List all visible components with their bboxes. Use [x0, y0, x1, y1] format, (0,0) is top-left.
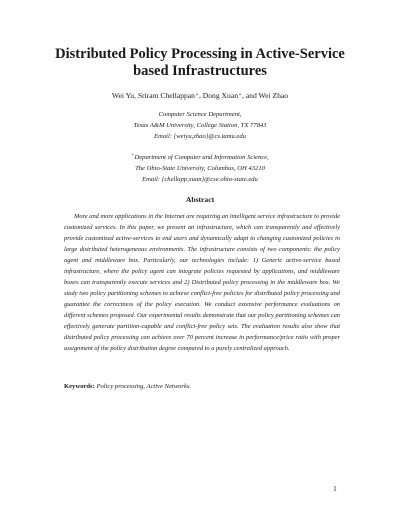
page-number: 1 [333, 484, 337, 493]
affiliation-1-department: Computer Science Department, [158, 111, 242, 118]
affiliation-1-university: Texas A&M University, College Station, TX 77843 [133, 121, 267, 129]
title-line-1: Distributed Policy Processing in Active-Service [55, 46, 345, 62]
title-line-2: based Infrastructures [133, 63, 267, 79]
affiliation-2-email: Email: {chellapp,xuan}@cse.ohio-state.edu [142, 175, 258, 183]
keywords-line [64, 382, 340, 392]
affiliation-2-university: The Ohio-State University, Columbus, OH 43210 [135, 164, 265, 172]
abstract-body [64, 211, 340, 354]
affiliation-2-department: Department of Computer and Information Science, [134, 154, 269, 161]
affiliation-1-email: Email: {weiyu,zhao}@cs.tamu.edu [154, 132, 246, 140]
affiliation-2-department-line [40, 153, 360, 164]
keywords-label: Keywords: [64, 383, 95, 390]
affiliation-texas-am [40, 110, 360, 142]
affiliation-ohio-state [40, 153, 360, 185]
author-list: Wei Yu, Sriram Chellappan⁺, Dong Xuan⁺, and Wei Zhao [111, 91, 289, 100]
abstract-paragraph: More and more applications in the Internet are requiring an intelligent service infrastructure to provide customized services. In this paper, we present an infrastructure, which can transparently and effectively provide customized active-services to end users and dynamically adapt to changing customized policies in large distributed heterogeneous environments. The infrastructure consists of two components: the policy agent and middleware box. Particularly, our technologies include: 1) Generic active-service based infrastructure, where the policy agent can integrate policies requested by applications, and middleware boxes can transparently execute services and 2) Distributed policy processing in the middleware box. We study two policy partitioning schemes to achieve conflict-free policies for distributed policy processing and guarantee the correctness of the policy execution. We conduct extensive performance evaluations on different schemes proposed. Our experimental results demonstrate that our policy partitioning schemes can effectively generate partition-capable and conflict-free policy sets. The evaluation results also show that distributed policy processing can achieve over 70 percent increase in performance/price ratio with proper assignment of the policy distribution degree compared to a purely centralized approach. [64, 213, 340, 352]
abstract-heading: Abstract [185, 195, 215, 204]
affiliation-2-marker: + [131, 152, 135, 158]
keywords-text: Policy processing, Active Networks. [96, 383, 192, 390]
paper-title [40, 46, 360, 80]
